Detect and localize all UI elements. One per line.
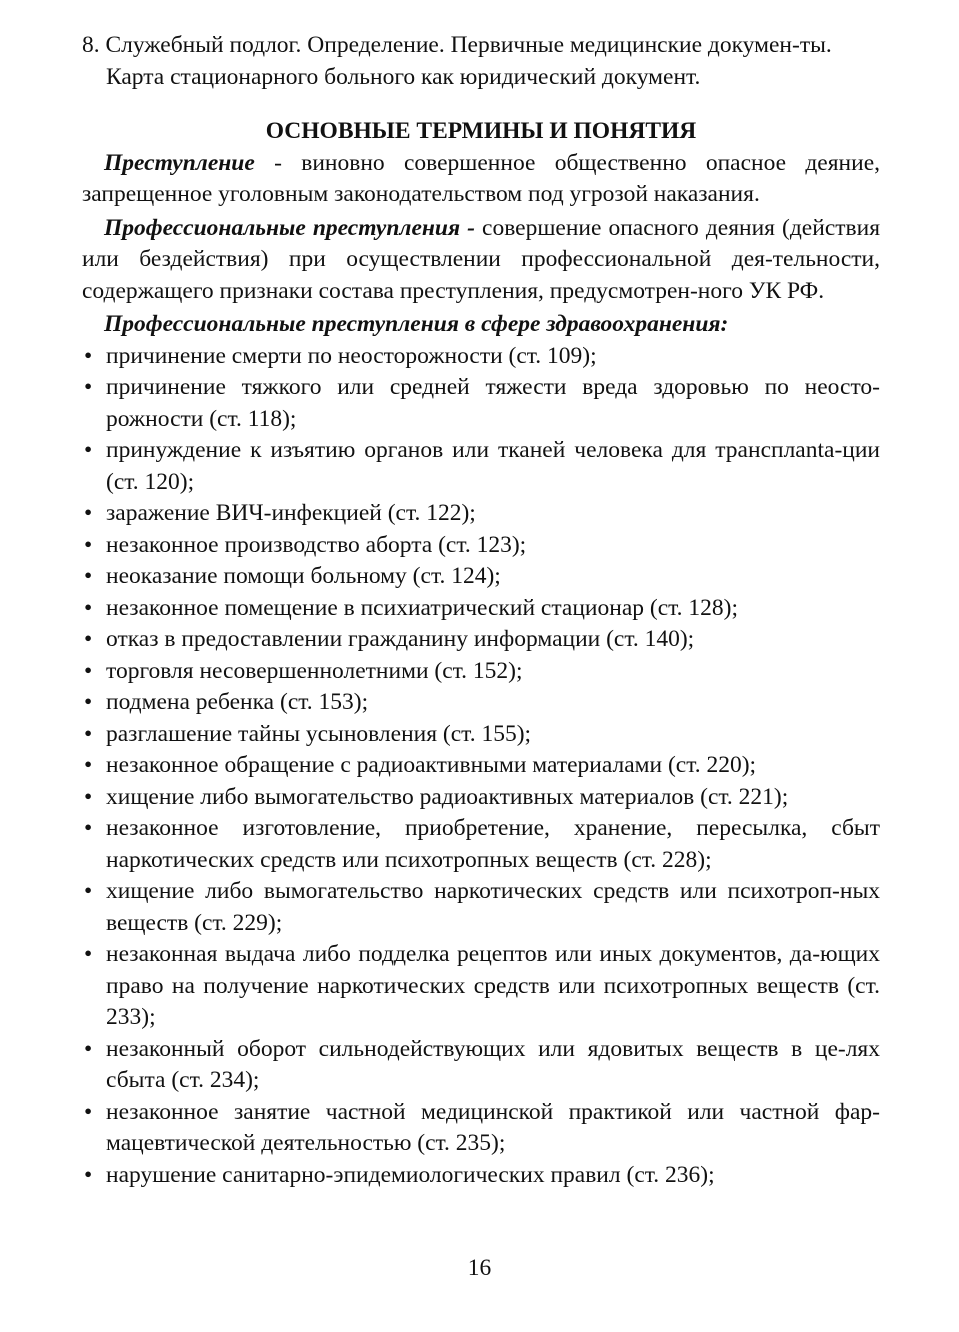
definition-text: - виновно совершенное общественно опасное деяние, запрещенное уголовным законодательством под угрозой наказания. (82, 149, 880, 207)
list-heading: Профессиональные преступления в сфере здравоохранения: (104, 311, 729, 337)
list-item (82, 561, 880, 593)
bullet-icon: • (84, 531, 93, 558)
bullet-icon: • (84, 941, 93, 967)
list-item (82, 719, 880, 751)
intro-item-text: Служебный подлог. Определение. Первичные медицинские докумен-ты. Карта стационарного больного как юридический документ. (105, 32, 832, 90)
definition-crime (82, 148, 880, 211)
list-item-text: подмена ребенка (ст. 153); (106, 689, 369, 715)
page-number: 16 (467, 1255, 492, 1281)
list-item-text: хищение либо вымогательство радиоактивных материалов (ст. 221); (106, 783, 789, 810)
list-item (82, 1160, 880, 1192)
bullet-icon: • (84, 657, 93, 684)
definition-text: совершение опасного деяния (действия или бездействия) при осуществлении профессиональной дея-тельности, содержащего признаки состава преступления, предусмотрен-ного УК РФ. (82, 214, 880, 304)
list-item (82, 341, 880, 373)
list-item (82, 782, 880, 814)
list-item-text: причинение тяжкого или средней тяжести вреда здоровью по неосто-рожности (ст. 118); (106, 374, 880, 432)
list-item (82, 813, 880, 876)
list-item-text: хищение либо вымогательство наркотических средств или психотроп-ных веществ (ст. 229); (106, 878, 880, 936)
bullet-icon: • (84, 342, 93, 369)
list-item-text: незаконное изготовление, приобретение, хранение, пересылка, сбыт наркотических средств или психотропных веществ (ст. 228); (106, 815, 880, 873)
list-item-text: нарушение санитарно-эпидемиологических правил (ст. 236); (106, 1161, 715, 1188)
crime-list (82, 341, 880, 1192)
list-item-text: разглашение тайны усыновления (ст. 155); (106, 720, 532, 747)
definition-term: Профессиональные преступления - (104, 214, 475, 241)
document-page (82, 30, 880, 1191)
bullet-icon: • (84, 752, 93, 778)
bullet-icon: • (84, 500, 93, 526)
list-item-text: отказ в предоставлении гражданину информации (ст. 140); (106, 626, 695, 652)
intro-list-item (82, 30, 880, 93)
list-item (82, 687, 880, 719)
definition-term: Преступление (104, 149, 255, 176)
bullet-icon: • (84, 1035, 93, 1062)
bullet-icon: • (84, 563, 93, 589)
list-item-text: торговля несовершеннолетними (ст. 152); (106, 657, 523, 684)
list-item-text: незаконное занятие частной медицинской практикой или частной фар-мацевтической деятельностью (ст. 235); (106, 1098, 880, 1156)
list-item (82, 372, 880, 435)
bullet-icon: • (84, 437, 93, 463)
bullet-icon: • (84, 815, 93, 841)
list-item (82, 1097, 880, 1160)
list-item (82, 1034, 880, 1097)
bullet-icon: • (84, 878, 93, 904)
list-item-text: неоказание помощи больному (ст. 124); (106, 563, 501, 589)
list-item (82, 939, 880, 1034)
list-item-text: незаконная выдача либо подделка рецептов или иных документов, да-ющих право на получение наркотических средств или психотропных веществ (ст. 233); (106, 941, 880, 1030)
bullet-icon: • (84, 783, 93, 810)
list-item-text: незаконное производство аборта (ст. 123); (106, 531, 527, 558)
list-item-text: незаконное обращение с радиоактивными материалами (ст. 220); (106, 752, 757, 778)
intro-item-number: 8. (82, 32, 100, 58)
bullet-icon: • (84, 594, 93, 621)
list-item-text: принуждение к изъятию органов или тканей человека для трансплanta-ции (ст. 120); (106, 437, 880, 495)
list-item (82, 498, 880, 530)
section-heading: ОСНОВНЫЕ ТЕРМИНЫ И ПОНЯТИЯ (265, 118, 697, 144)
bullet-icon: • (84, 626, 93, 652)
list-item (82, 435, 880, 498)
bullet-icon: • (84, 374, 93, 400)
bullet-icon: • (84, 1161, 93, 1188)
list-item-text: заражение ВИЧ-инфекцией (ст. 122); (106, 500, 476, 526)
list-item-text: причинение смерти по неосторожности (ст. 109); (106, 342, 597, 369)
list-item (82, 530, 880, 562)
list-item (82, 876, 880, 939)
list-item-text: незаконный оборот сильнодействующих или ядовитых веществ в це-лях сбыта (ст. 234); (106, 1035, 880, 1093)
list-item-text: незаконное помещение в психиатрический стационар (ст. 128); (106, 594, 738, 621)
bullet-icon: • (84, 689, 93, 715)
bullet-icon: • (84, 720, 93, 747)
list-item (82, 656, 880, 688)
list-item (82, 593, 880, 625)
definition-professional-crimes (82, 213, 880, 308)
list-item (82, 624, 880, 656)
bullet-icon: • (84, 1098, 93, 1125)
list-item (82, 750, 880, 782)
